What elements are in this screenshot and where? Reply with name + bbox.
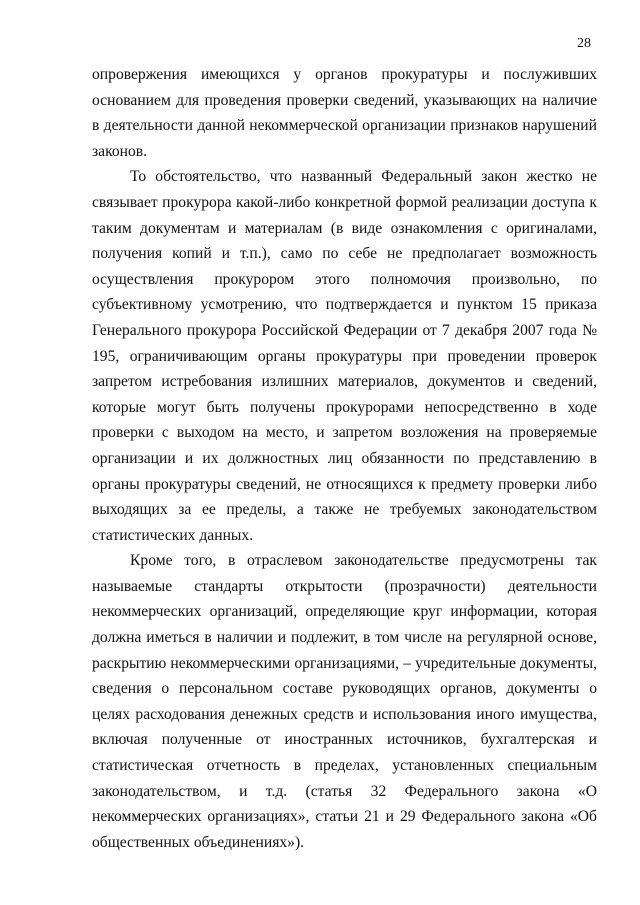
paragraph-prosecutor-access: То обстоятельство, что названный Федеральный закон жестко не связывает прокурора какой-либо конкретной формой реализации доступа к таким документам и материалам (в виде ознакомления с оригиналами, получения копий и т.п.), само по себе не предполагает возможность осуществления прокурором этого полномочия произвольно, по субъективному усмотрению, что подтверждается и пунктом 15 приказа Генерального прокурора Российской Федерации от 7 декабря 2007 года № 195, ограничивающим органы прокуратуры при проведении проверок запретом истребования излишних материалов, документов и сведений, которые могут быть получены прокурорами непосредственно в ходе проверки с выходом на место, и запретом возложения на проверяемые организации и их должностных лиц обязанности по представлению в органы прокуратуры сведений, не относящихся к предмету проверки либо выходящих за ее пределы, а также не требуемых законодательством статистических данных. [92,168,597,544]
document-body [92,62,597,855]
page-number: 28 [577,36,591,51]
paragraph-transparency-standards: Кроме того, в отраслевом законодательстве предусмотрены так называемые стандарты открытости (прозрачности) деятельности некоммерческих организаций, определяющие круг информации, которая должна иметься в наличии и подлежит, в том числе на регулярной основе, раскрытию некоммерческими организациями, – учредительные документы, сведения о персональном составе руководящих органов, документы о целях расходования денежных средств и использования иного имущества, включая полученные от иностранных источников, бухгалтерская и статистическая отчетность в пределах, установленных специальным законодательством, и т.д. (статья 32 Федерального закона «О некоммерческих организациях», статьи 21 и 29 Федерального закона «Об общественных объединениях»). [92,552,597,851]
paragraph-continuation: опровержения имеющихся у органов прокуратуры и послуживших основанием для проведения проверки сведений, указывающих на наличие в деятельности данной некоммерческой организации признаков нарушений законов. [92,66,597,160]
